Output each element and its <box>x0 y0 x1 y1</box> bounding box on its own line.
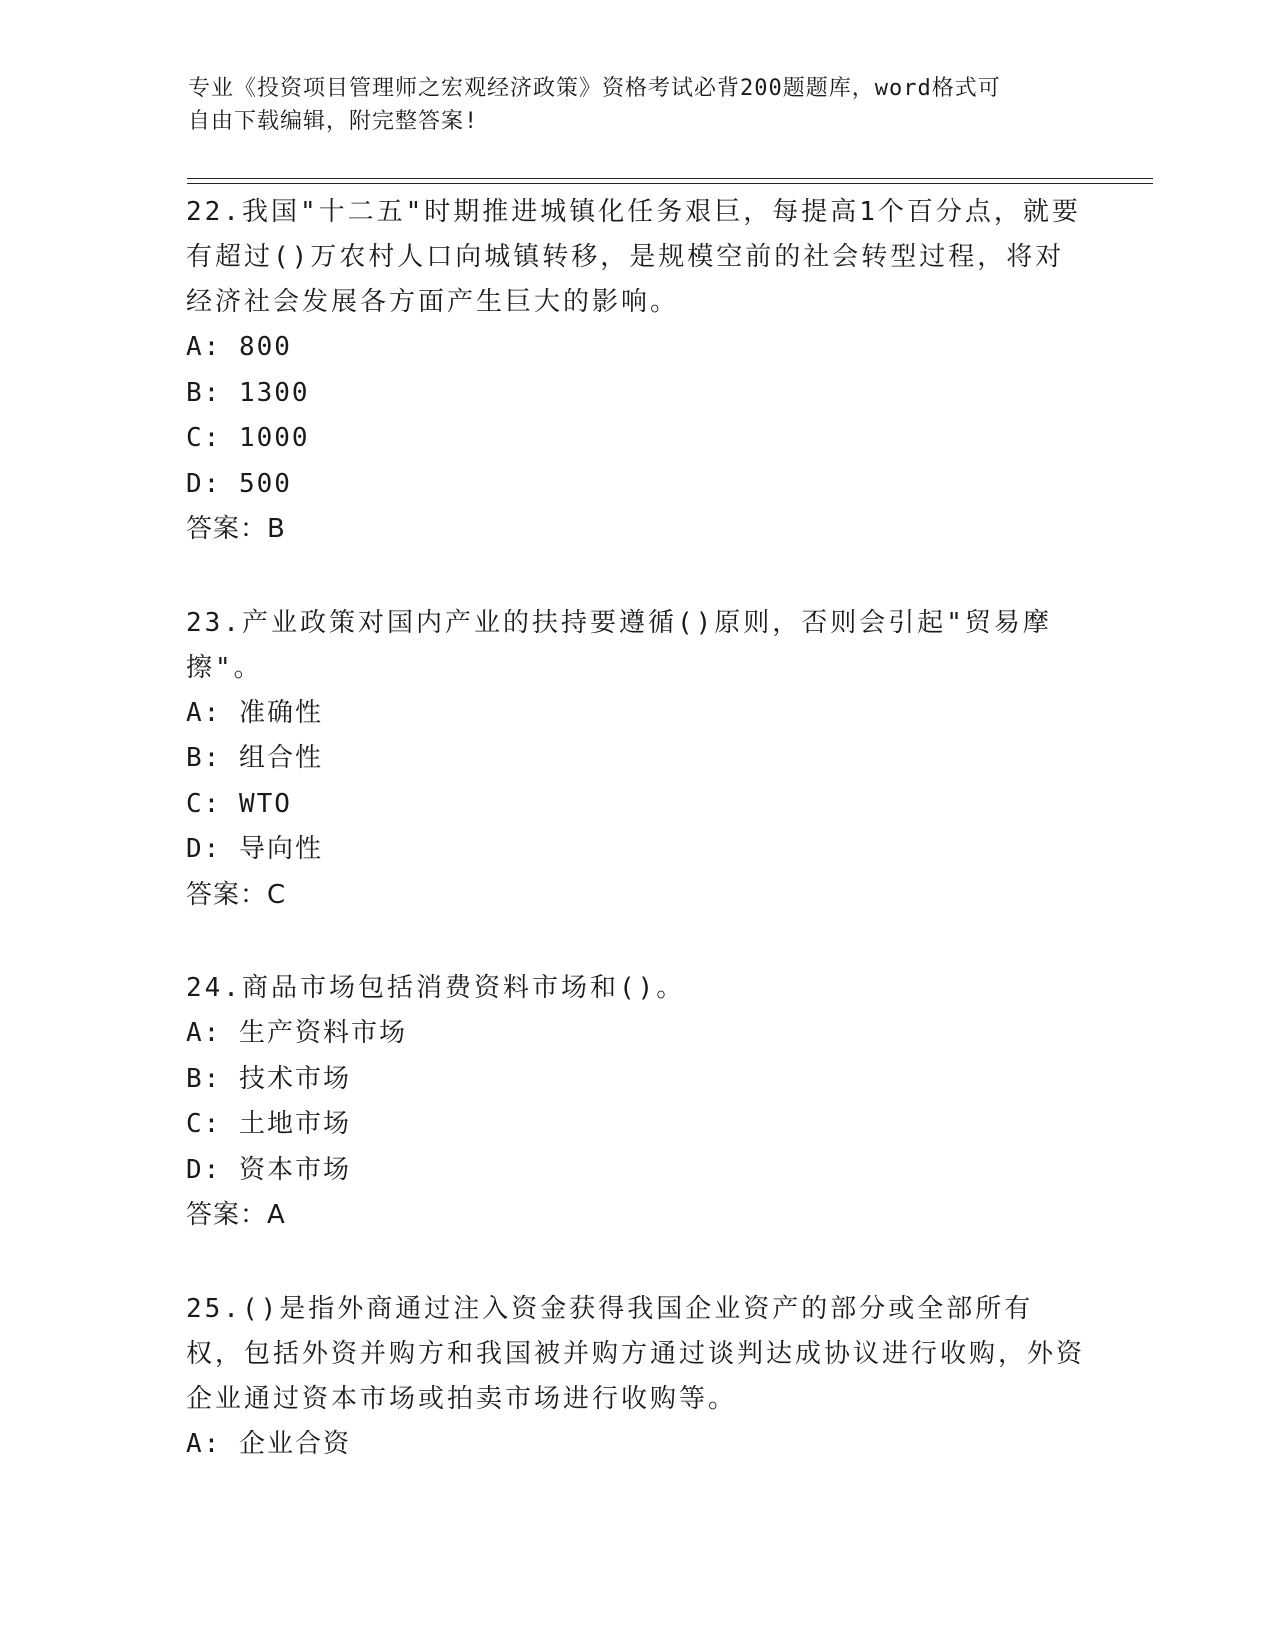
question-stem: 25.()是指外商通过注入资金获得我国企业资产的部分或全部所有权，包括外资并购方和我国被并购方通过谈判达成协议进行收购，外资企业通过资本市场或拍卖市场进行收购等。 <box>186 1293 1086 1414</box>
option-b: B: 1300 <box>186 377 310 408</box>
option-d: D: 资本市场 <box>186 1154 351 1185</box>
option-a: A: 800 <box>186 332 292 362</box>
header-divider-top <box>187 178 1153 179</box>
option-c: C: 1000 <box>186 423 310 453</box>
option-c: C: 土地市场 <box>186 1109 351 1139</box>
question-stem: 22.我国"十二五"时期推进城镇化任务艰巨，每提高1个百分点，就要有超过()万农村人口向城镇转移，是规模空前的社会转型过程，将对经济社会发展各方面产生巨大的影响。 <box>186 197 1081 317</box>
option-b: B: 技术市场 <box>186 1063 351 1094</box>
option-d: D: 500 <box>186 468 292 499</box>
option-a: A: 企业合资 <box>186 1428 351 1459</box>
question-stem: 24.商品市场包括消费资料市场和()。 <box>186 973 686 1003</box>
question-23 <box>186 601 1086 919</box>
question-22 <box>186 190 1086 553</box>
document-header <box>188 72 1068 138</box>
option-b: B: 组合性 <box>186 743 323 773</box>
option-d: D: 导向性 <box>186 834 323 864</box>
question-stem: 23.产业政策对国内产业的扶持要遵循()原则，否则会引起"贸易摩擦"。 <box>186 607 1052 683</box>
header-line-2: 自由下载编辑，附完整答案! <box>188 109 479 134</box>
answer-line: 答案：C <box>186 879 287 910</box>
option-a: A: 生产资料市场 <box>186 1018 407 1048</box>
header-divider-bottom <box>187 183 1153 184</box>
question-25 <box>186 1287 1086 1468</box>
question-list <box>186 190 1086 1515</box>
answer-line: 答案：A <box>186 1200 286 1230</box>
option-c: C: WTO <box>186 788 292 819</box>
header-line-1: 专业《投资项目管理师之宏观经济政策》资格考试必背200题题库，word格式可 <box>188 76 1001 101</box>
question-24 <box>186 966 1086 1239</box>
answer-line: 答案：B <box>186 514 286 544</box>
option-a: A: 准确性 <box>186 697 323 728</box>
